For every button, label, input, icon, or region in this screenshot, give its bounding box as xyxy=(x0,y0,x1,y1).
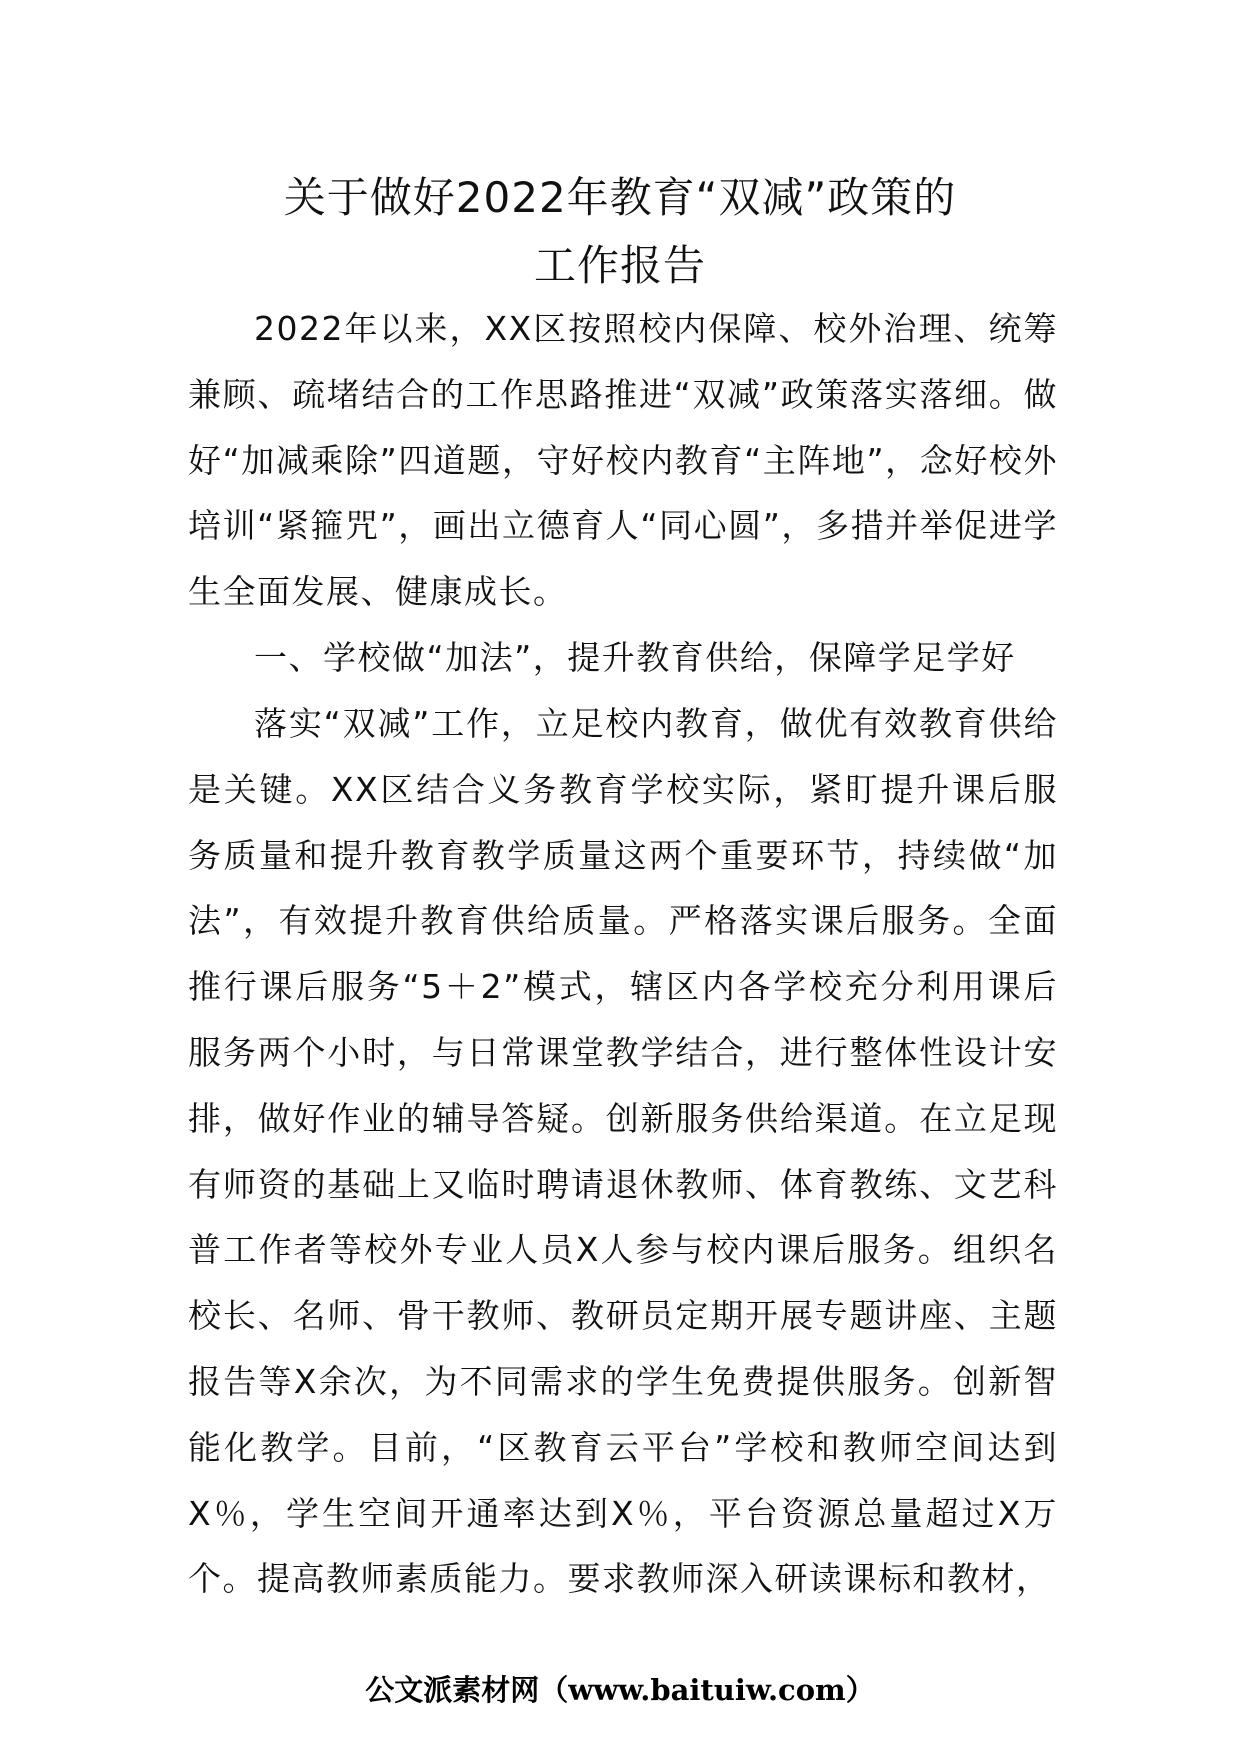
section-1-paragraph: 落实“双减”工作，立足校内教育，做优有效教育供给是关键。XX区结合义务教育学校实际，紧盯提升课后服务质量和提升教育教学质量这两个重要环节，持续做“加法”，有效提升教育供给质量。严格落实课后服务。全面推行课后服务“5＋2”模式，辖区内各学校充分利用课后服务两个小时，与日常课堂教学结合，进行整体性设计安排，做好作业的辅导答疑。创新服务供给渠道。在立足现有师资的基础上又临时聘请退休教师、体育教练、文艺科普工作者等校外专业人员X人参与校内课后服务。组织名校长、名师、骨干教师、教研员定期开展专题讲座、主题报告等X余次，为不同需求的学生免费提供服务。创新智能化教学。目前，“区教育云平台”学校和教师空间达到X％，学生空间开通率达到X％，平台资源总量超过X万个。提高教师素质能力。要求教师深入研读课标和教材， xyxy=(188,704,1058,1599)
section-heading-1: 一、学校做“加法”，提升教育供给，保障学足学好 xyxy=(254,638,1016,677)
footer-source-text: 公文派素材网（www.baituiw.com） xyxy=(365,1673,875,1707)
intro-paragraph: 2022年以来，XX区按照校内保障、校外治理、统筹兼顾、疏堵结合的工作思路推进“双减”政策落实落细。做好“加减乘除”四道题，守好校内教育“主阵地”，念好校外培训“紧箍咒”，画出立德育人“同心圆”，多措并举促进学生全面发展、健康成长。 xyxy=(188,309,1058,612)
document-title-line-2: 工作报告 xyxy=(533,241,706,290)
document-title-line-1: 关于做好2022年教育“双减”政策的 xyxy=(283,173,957,222)
